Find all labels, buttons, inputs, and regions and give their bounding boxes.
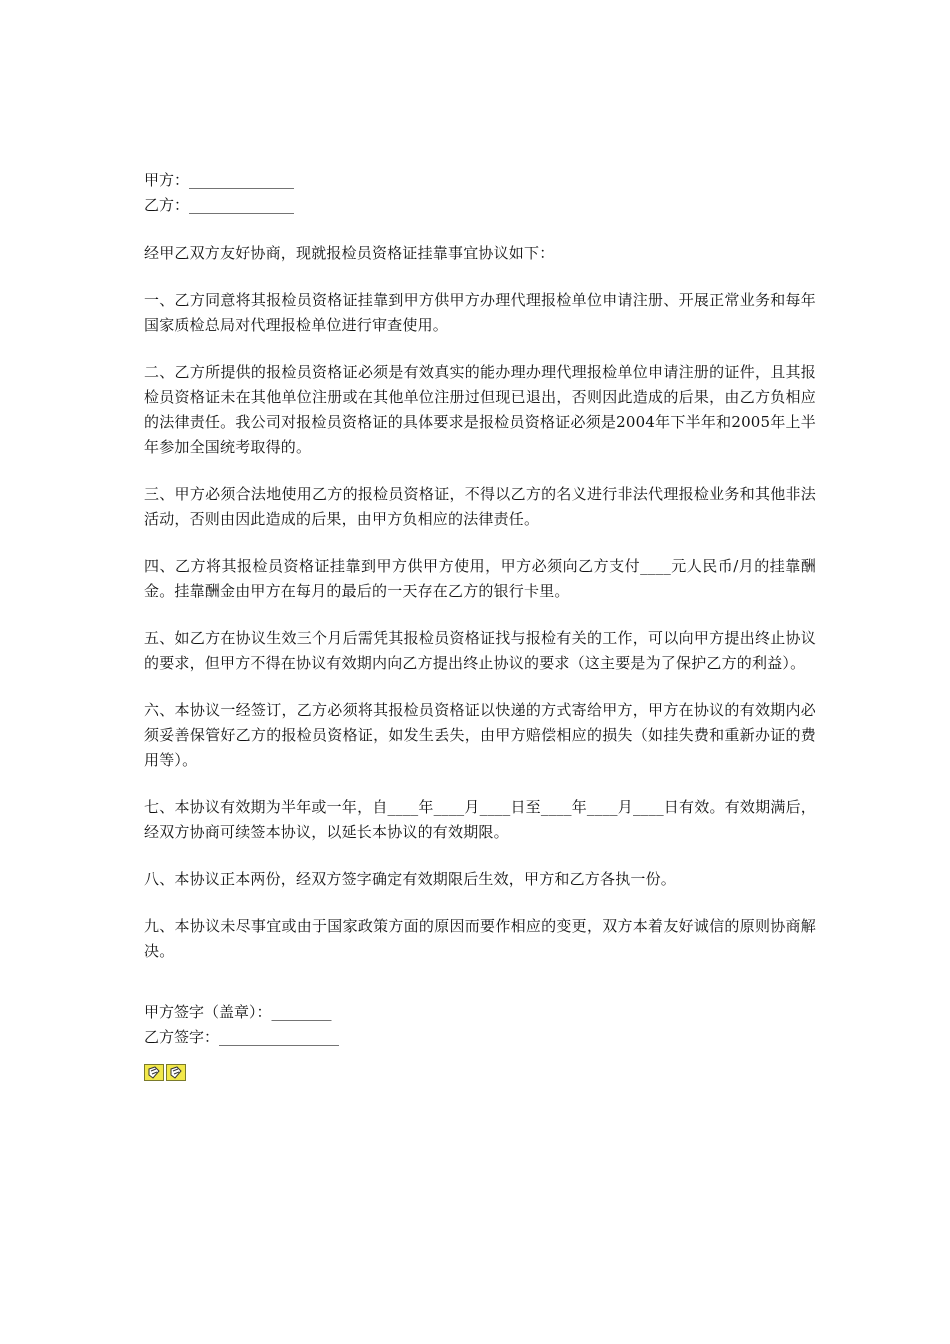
clause-1: 一、乙方同意将其报检员资格证挂靠到甲方供甲方办理代理报检单位申请注册、开展正常业务和每年国家质检总局对代理报检单位进行审查使用。	[144, 291, 816, 334]
parties-block	[144, 168, 816, 218]
icon-row	[144, 1064, 816, 1081]
clause-5: 五、如乙方在协议生效三个月后需凭其报检员资格证找与报检有关的工作，可以向甲方提出终止协议的要求，但甲方不得在协议有效期内向乙方提出终止协议的要求（这主要是为了保护乙方的利益）。	[144, 629, 816, 672]
clause-4: 四、乙方将其报检员资格证挂靠到甲方供甲方使用，甲方必须向乙方支付____元人民币/月的挂靠酬金。挂靠酬金由甲方在每月的最后的一天存在乙方的银行卡里。	[144, 557, 816, 600]
party-b-line: 乙方：______________	[144, 196, 295, 214]
clause-2: 二、乙方所提供的报检员资格证必须是有效真实的能办理办理代理报检单位申请注册的证件，且其报检员资格证未在其他单位注册或在其他单位注册过但现已退出，否则因此造成的后果，由乙方负相应的法律责任。我公司对报检员资格证的具体要求是报检员资格证必须是2004年下半年和2005年上半年参加全国统考取得的。	[144, 363, 816, 456]
signature-block	[144, 1000, 816, 1050]
party-a-signature: 甲方签字（盖章）：________	[144, 1003, 332, 1021]
party-b-signature: 乙方签字：________________	[144, 1028, 340, 1046]
intro-paragraph: 经甲乙双方友好协商，现就报检员资格证挂靠事宜协议如下：	[144, 244, 555, 262]
document-page	[144, 168, 816, 1081]
clause-8: 八、本协议正本两份，经双方签字确定有效期限后生效，甲方和乙方各执一份。	[144, 870, 677, 888]
clause-3: 三、甲方必须合法地使用乙方的报检员资格证，不得以乙方的名义进行非法代理报检业务和其他非法活动，否则由因此造成的后果，由甲方负相应的法律责任。	[144, 485, 816, 528]
clause-9: 九、本协议未尽事宜或由于国家政策方面的原因而要作相应的变更，双方本着友好诚信的原则协商解决。	[144, 917, 816, 960]
document-icon[interactable]	[144, 1064, 164, 1081]
party-a-line: 甲方：______________	[144, 171, 295, 189]
clause-7: 七、本协议有效期为半年或一年，自____年____月____日至____年____月____日有效。有效期满后，经双方协商可续签本协议，以延长本协议的有效期限。	[144, 798, 816, 841]
document-icon[interactable]	[166, 1064, 186, 1081]
clause-6: 六、本协议一经签订，乙方必须将其报检员资格证以快递的方式寄给甲方，甲方在协议的有效期内必须妥善保管好乙方的报检员资格证，如发生丢失，由甲方赔偿相应的损失（如挂失费和重新办证的费用等）。	[144, 701, 816, 769]
